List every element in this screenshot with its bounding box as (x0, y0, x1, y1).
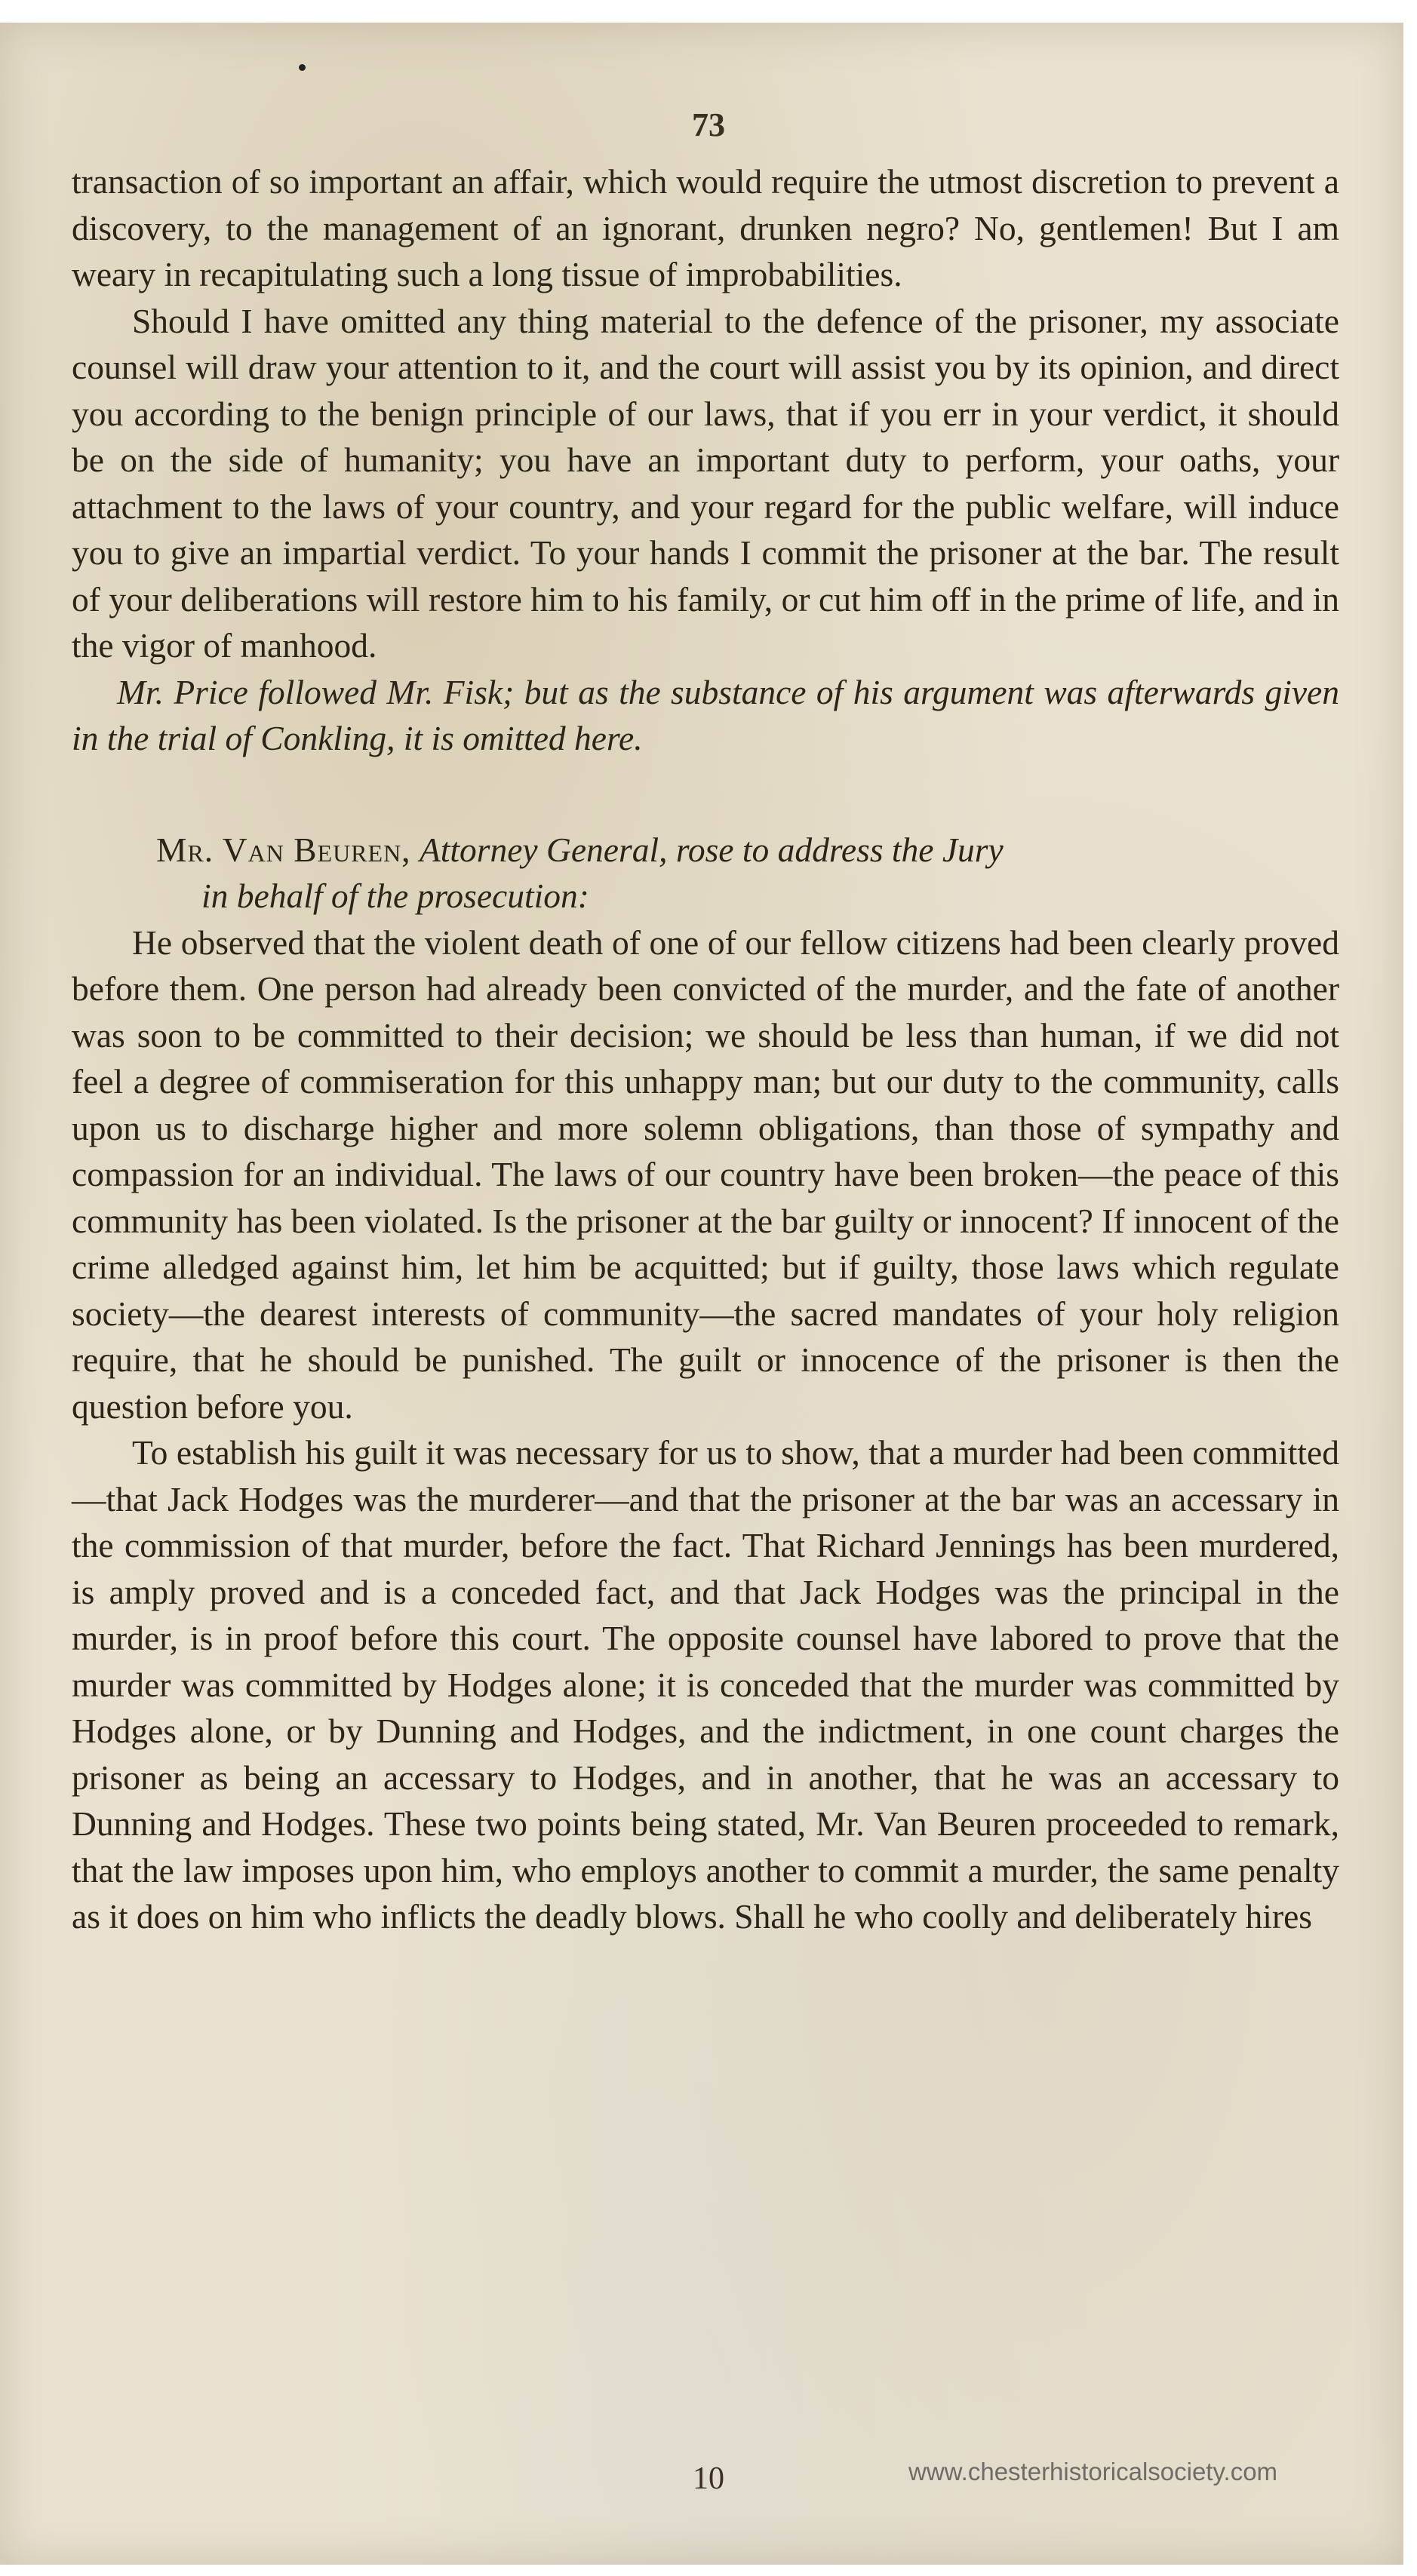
page-body (72, 158, 1339, 1940)
website-watermark: www.chesterhistoricalsociety.com (908, 2458, 1278, 2485)
heading-continuation: in behalf of the prosecution: (201, 877, 589, 915)
ink-speck (299, 64, 306, 71)
signature-mark: 10 (693, 2461, 724, 2496)
paragraph-continuation: transaction of so important an affair, which would require the utmost discretion to prevent a discovery, to the management of an ignorant, drunken negro? No, gentlemen! But I am weary in recapitulating such a long tissue of improbabilities. (72, 162, 1339, 293)
paragraph-defence: Should I have omitted any thing material to the defence of the prisoner, my associate counsel will draw your attention to it, and the court will assist you by its opinion, and direct you according to the benign principle of our laws, that if you err in your verdict, it should be on the side of humanity; you have an important duty to perform, your oaths, your attachment to the laws of your country, and your regard for the public welfare, will induce you to give an impartial verdict. To your hands I commit the prisoner at the bar. The result of your deliberations will restore him to his family, or cut him off in the prime of life, and in the vigor of manhood. (72, 301, 1339, 665)
speaker-name: Mr. Van Beuren, (156, 830, 411, 869)
page-number: 73 (692, 106, 725, 143)
paragraph-opening: He observed that the violent death of one of our fellow citizens had been clearly proved before them. One person had already been convicted of the murder, and the fate of another was soon to be committed to their decision; we should be less than human, if we did not feel a degree of commiseration for this unhappy man; but our duty to the community, calls upon us to discharge higher and more solemn obligations, than those of sympathy and compassion for an individual. The laws of our country have been broken—the peace of this community has been violated. Is the prisoner at the bar guilty or innocent? If innocent of the crime alledged against him, let him be acquitted; but if guilty, those laws which regulate society—the dearest interests of community—the sacred mandates of your holy religion require, that he should be punished. The guilt or innocence of the prisoner is then the question before you. (72, 923, 1339, 1426)
speaker-role: Attorney General, rose to address the Jury (419, 830, 1004, 869)
section-heading (72, 827, 1339, 920)
section-gap (72, 762, 1339, 827)
paragraph-guilt: To establish his guilt it was necessary for us to show, that a murder had been committed—that Jack Hodges was the murderer—and that the prisoner at the bar was an accessary in the commission of that murder, before the fact. That Richard Jennings has been murdered, is amply proved and is a conceded fact, and that Jack Hodges was the principal in the murder, is in proof before this court. The opposite counsel have labored to prove that the murder was committed by Hodges alone; it is conceded that the murder was committed by Hodges alone, or by Dunning and Hodges, and the indictment, in one count charges the prisoner as being an accessary to Hodges, and in another, that he was an accessary to Dunning and Hodges. These two points being stated, Mr. Van Beuren proceeded to remark, that the law imposes upon him, who employs another to commit a murder, the same penalty as it does on him who inflicts the deadly blows. Shall he who coolly and deliberately hires (72, 1433, 1339, 1936)
editorial-note: Mr. Price followed Mr. Fisk; but as the substance of his argument was afterwards given in the trial of Conkling, it is omitted here. (72, 672, 1339, 757)
